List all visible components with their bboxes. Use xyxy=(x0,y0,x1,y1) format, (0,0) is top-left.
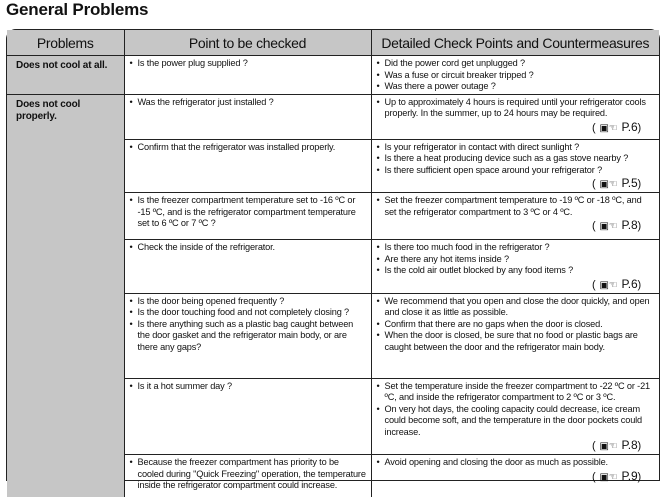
table-row xyxy=(7,56,659,95)
header-point-to-check: Point to be checked xyxy=(124,30,371,56)
page-reference: ( ▣☜ P.9) xyxy=(592,468,641,483)
header-row xyxy=(7,30,659,56)
countermeasure-item: • When the door is closed, be sure that no food or plastic bags are caught between the door and the refrigerator main body. xyxy=(377,330,656,353)
check-point-cell xyxy=(124,94,371,139)
page-reference-number: P.8 xyxy=(621,218,638,232)
page-reference-number: P.9 xyxy=(621,468,638,483)
countermeasure-cell xyxy=(371,240,659,294)
check-point-item: • Is the power plug supplied ? xyxy=(130,58,367,70)
countermeasure-cell xyxy=(371,193,659,240)
header-countermeasures: Detailed Check Points and Countermeasures xyxy=(371,30,659,56)
countermeasure-item: • Up to approximately 4 hours is required until your refrigerator cools properly. In the summer, up to 24 hours may be required. xyxy=(377,97,656,120)
check-point-item: • Was the refrigerator just installed ? xyxy=(130,97,367,109)
page-reference: ( ▣☜ P.8) xyxy=(592,218,641,232)
book-reference-icon: ▣☜ xyxy=(599,179,618,190)
check-point-cell xyxy=(124,139,371,193)
countermeasure-cell xyxy=(371,56,659,95)
check-point-item: • Is it a hot summer day ? xyxy=(130,381,367,393)
check-point-cell xyxy=(124,56,371,95)
book-reference-icon: ▣☜ xyxy=(599,279,618,291)
countermeasure-cell xyxy=(371,378,659,455)
countermeasure-cell xyxy=(371,94,659,139)
check-point-cell xyxy=(124,193,371,240)
page-reference: ( ▣☜ P.6) xyxy=(592,119,641,134)
countermeasure-item: • Are there any hot items inside ? xyxy=(377,254,656,266)
page-reference-number: P.5 xyxy=(621,176,638,190)
countermeasure-item: • Was a fuse or circuit breaker tripped ? xyxy=(377,70,656,82)
check-point-item: • Because the freezer compartment has priority to be cooled during "Quick Freezing" operation, the temperature inside the refrigerator compartment could increase. xyxy=(130,457,367,492)
countermeasure-item: • Set the freezer compartment temperature to -19 ºC or -18 ºC, and set the refrigerator compartment to 3 ºC or 4 ºC. xyxy=(377,195,656,218)
page-reference-number: P.6 xyxy=(621,276,638,291)
countermeasure-item: • Is there sufficient open space around your refrigerator ? xyxy=(377,165,656,177)
header-problems: Problems xyxy=(7,30,124,56)
countermeasure-item: • Is your refrigerator in contact with direct sunlight ? xyxy=(377,142,656,154)
check-point-item: • Is the door touching food and not completely closing ? xyxy=(130,307,367,319)
check-point-item: • Check the inside of the refrigerator. xyxy=(130,242,367,254)
book-reference-icon: ▣☜ xyxy=(599,441,618,452)
check-point-cell xyxy=(124,378,371,455)
page-reference: ( ▣☜ P.6) xyxy=(592,276,641,291)
check-point-item: • Is the freezer compartment temperature set to -16 ºC or -15 ºC, and is the refrigerator compartment temperature set to 6 ºC or 7 ºC ? xyxy=(130,195,367,230)
countermeasure-item: • Set the temperature inside the freezer compartment to -22 ºC or -21 ºC, and inside the refrigerator compartment to 2 ºC or 3 ºC. xyxy=(377,381,656,404)
page-reference-number: P.8 xyxy=(621,438,638,452)
book-reference-icon: ▣☜ xyxy=(599,471,618,483)
table-row xyxy=(7,94,659,139)
check-point-item: • Is the door being opened frequently ? xyxy=(130,296,367,308)
problem-cell: Does not cool properly. xyxy=(7,94,124,497)
troubleshooting-table xyxy=(6,29,660,490)
countermeasure-cell xyxy=(371,139,659,193)
countermeasure-item: • Avoid opening and closing the door as much as possible. xyxy=(377,457,656,469)
check-point-cell xyxy=(124,455,371,497)
countermeasure-item: • Did the power cord get unplugged ? xyxy=(377,58,656,70)
countermeasure-item: • Is there too much food in the refrigerator ? xyxy=(377,242,656,254)
page-title: General Problems xyxy=(6,0,149,19)
countermeasure-cell xyxy=(371,293,659,378)
check-point-cell xyxy=(124,240,371,294)
countermeasure-cell xyxy=(371,455,659,497)
check-point-item: • Confirm that the refrigerator was installed properly. xyxy=(130,142,367,154)
check-point-item: • Is there anything such as a plastic bag caught between the door gasket and the refrigerator main body, or are there any gaps? xyxy=(130,319,367,354)
countermeasure-item: • Is the cold air outlet blocked by any food items ? xyxy=(377,265,656,277)
countermeasure-item: • Was there a power outage ? xyxy=(377,81,656,93)
countermeasure-item: • On very hot days, the cooling capacity could decrease, ice cream could become soft, and the temperature in the door pockets could increase. xyxy=(377,404,656,439)
book-reference-icon: ▣☜ xyxy=(599,221,618,232)
page-reference-number: P.6 xyxy=(621,119,638,134)
book-reference-icon: ▣☜ xyxy=(599,122,618,134)
check-point-cell xyxy=(124,293,371,378)
countermeasure-item: • We recommend that you open and close the door quickly, and open and close it as little as possible. xyxy=(377,296,656,319)
page-reference: ( ▣☜ P.8) xyxy=(592,438,641,452)
countermeasure-item: • Is there a heat producing device such as a gas stove nearby ? xyxy=(377,153,656,165)
page-reference: ( ▣☜ P.5) xyxy=(592,176,641,190)
countermeasure-item: • Confirm that there are no gaps when the door is closed. xyxy=(377,319,656,331)
problem-cell: Does not cool at all. xyxy=(7,56,124,95)
